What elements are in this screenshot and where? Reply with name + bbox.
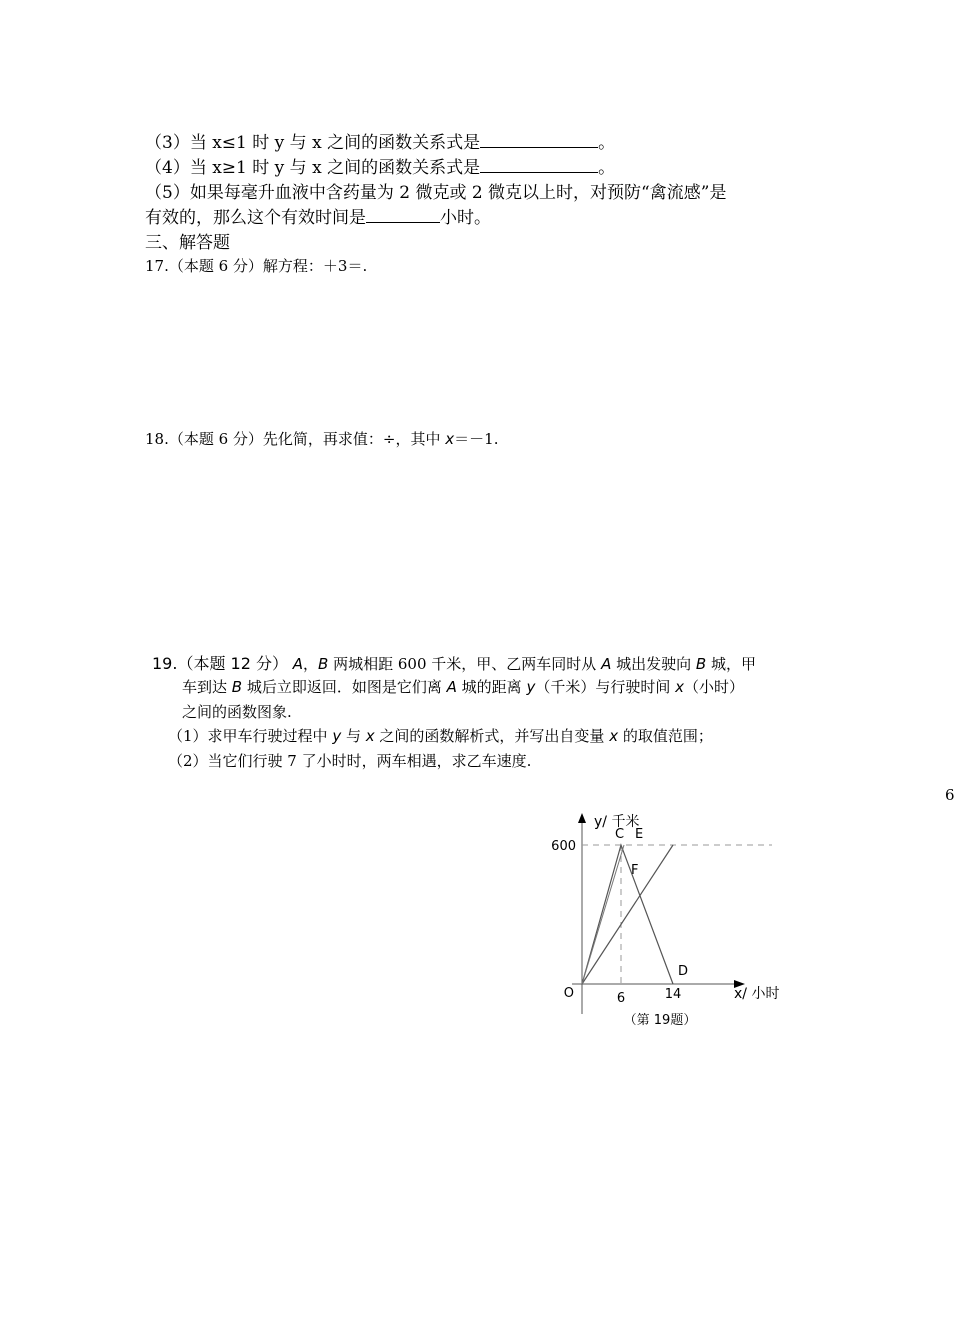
chart-caption: （第 19题） xyxy=(623,1013,697,1028)
question-4-text: （4）当 x≥1 时 y 与 x 之间的函数关系式是 xyxy=(145,158,481,178)
origin-label: O xyxy=(563,986,574,1001)
section-title: 三、解答题 xyxy=(145,233,230,253)
margin-mark: 6 xyxy=(945,786,955,804)
problem-19-line2: 车到达 B 城后立即返回．如图是它们离 A 城的距离 y（千米）与行驶时间 x（小时） xyxy=(182,678,745,696)
question-3-text: （3）当 x≤1 时 y 与 x 之间的函数关系式是 xyxy=(145,133,481,153)
answer-blank-4[interactable] xyxy=(480,158,598,173)
problem-17: 17.（本题 6 分）解方程：＋3＝. xyxy=(145,257,368,275)
distance-time-chart xyxy=(540,805,800,1045)
point-label-c: C xyxy=(615,827,625,842)
question-5-line1: （5）如果每毫升血液中含药量为 2 微克或 2 微克以上时，对预防“禽流感”是 xyxy=(145,183,727,203)
y-axis-arrow xyxy=(578,813,586,823)
answer-blank-3[interactable] xyxy=(480,133,598,148)
point-label-d: D xyxy=(678,964,689,979)
x-tick-label-14: 14 xyxy=(664,987,682,1002)
problem-19-line3: 之间的函数图象. xyxy=(182,703,292,721)
series-line-2 xyxy=(582,845,673,984)
question-5-line2: 有效的，那么这个有效时间是 小时。 xyxy=(145,208,491,228)
problem-18: 18.（本题 6 分）先化简，再求值：÷，其中 x＝－1. xyxy=(145,430,499,448)
answer-blank-5[interactable] xyxy=(366,208,440,223)
series-line-outbound-edge xyxy=(582,845,624,984)
y-tick-label-600: 600 xyxy=(551,839,576,854)
point-label-f: F xyxy=(631,863,639,878)
problem-19-sub2: （2）当它们行驶 7 了小时时，两车相遇，求乙车速度. xyxy=(168,752,532,770)
point-label-e: E xyxy=(635,827,644,842)
problem-19-line1: 19.（本题 12 分） A，B 两城相距 600 千米，甲、乙两车同时从 A 城出发驶向 B 城，甲 xyxy=(152,654,756,673)
x-axis-label: x/ 小时 xyxy=(734,986,780,1002)
x-tick-label-6: 6 xyxy=(616,991,626,1006)
question-3: （3）当 x≤1 时 y 与 x 之间的函数关系式是 。 xyxy=(145,133,616,153)
problem-19-sub1: （1）求甲车行驶过程中 y 与 x 之间的函数解析式，并写出自变量 x 的取值范围； xyxy=(168,727,713,745)
y-axis-label: y/ 千米 xyxy=(594,814,640,830)
question-4: （4）当 x≥1 时 y 与 x 之间的函数关系式是 。 xyxy=(145,158,616,178)
